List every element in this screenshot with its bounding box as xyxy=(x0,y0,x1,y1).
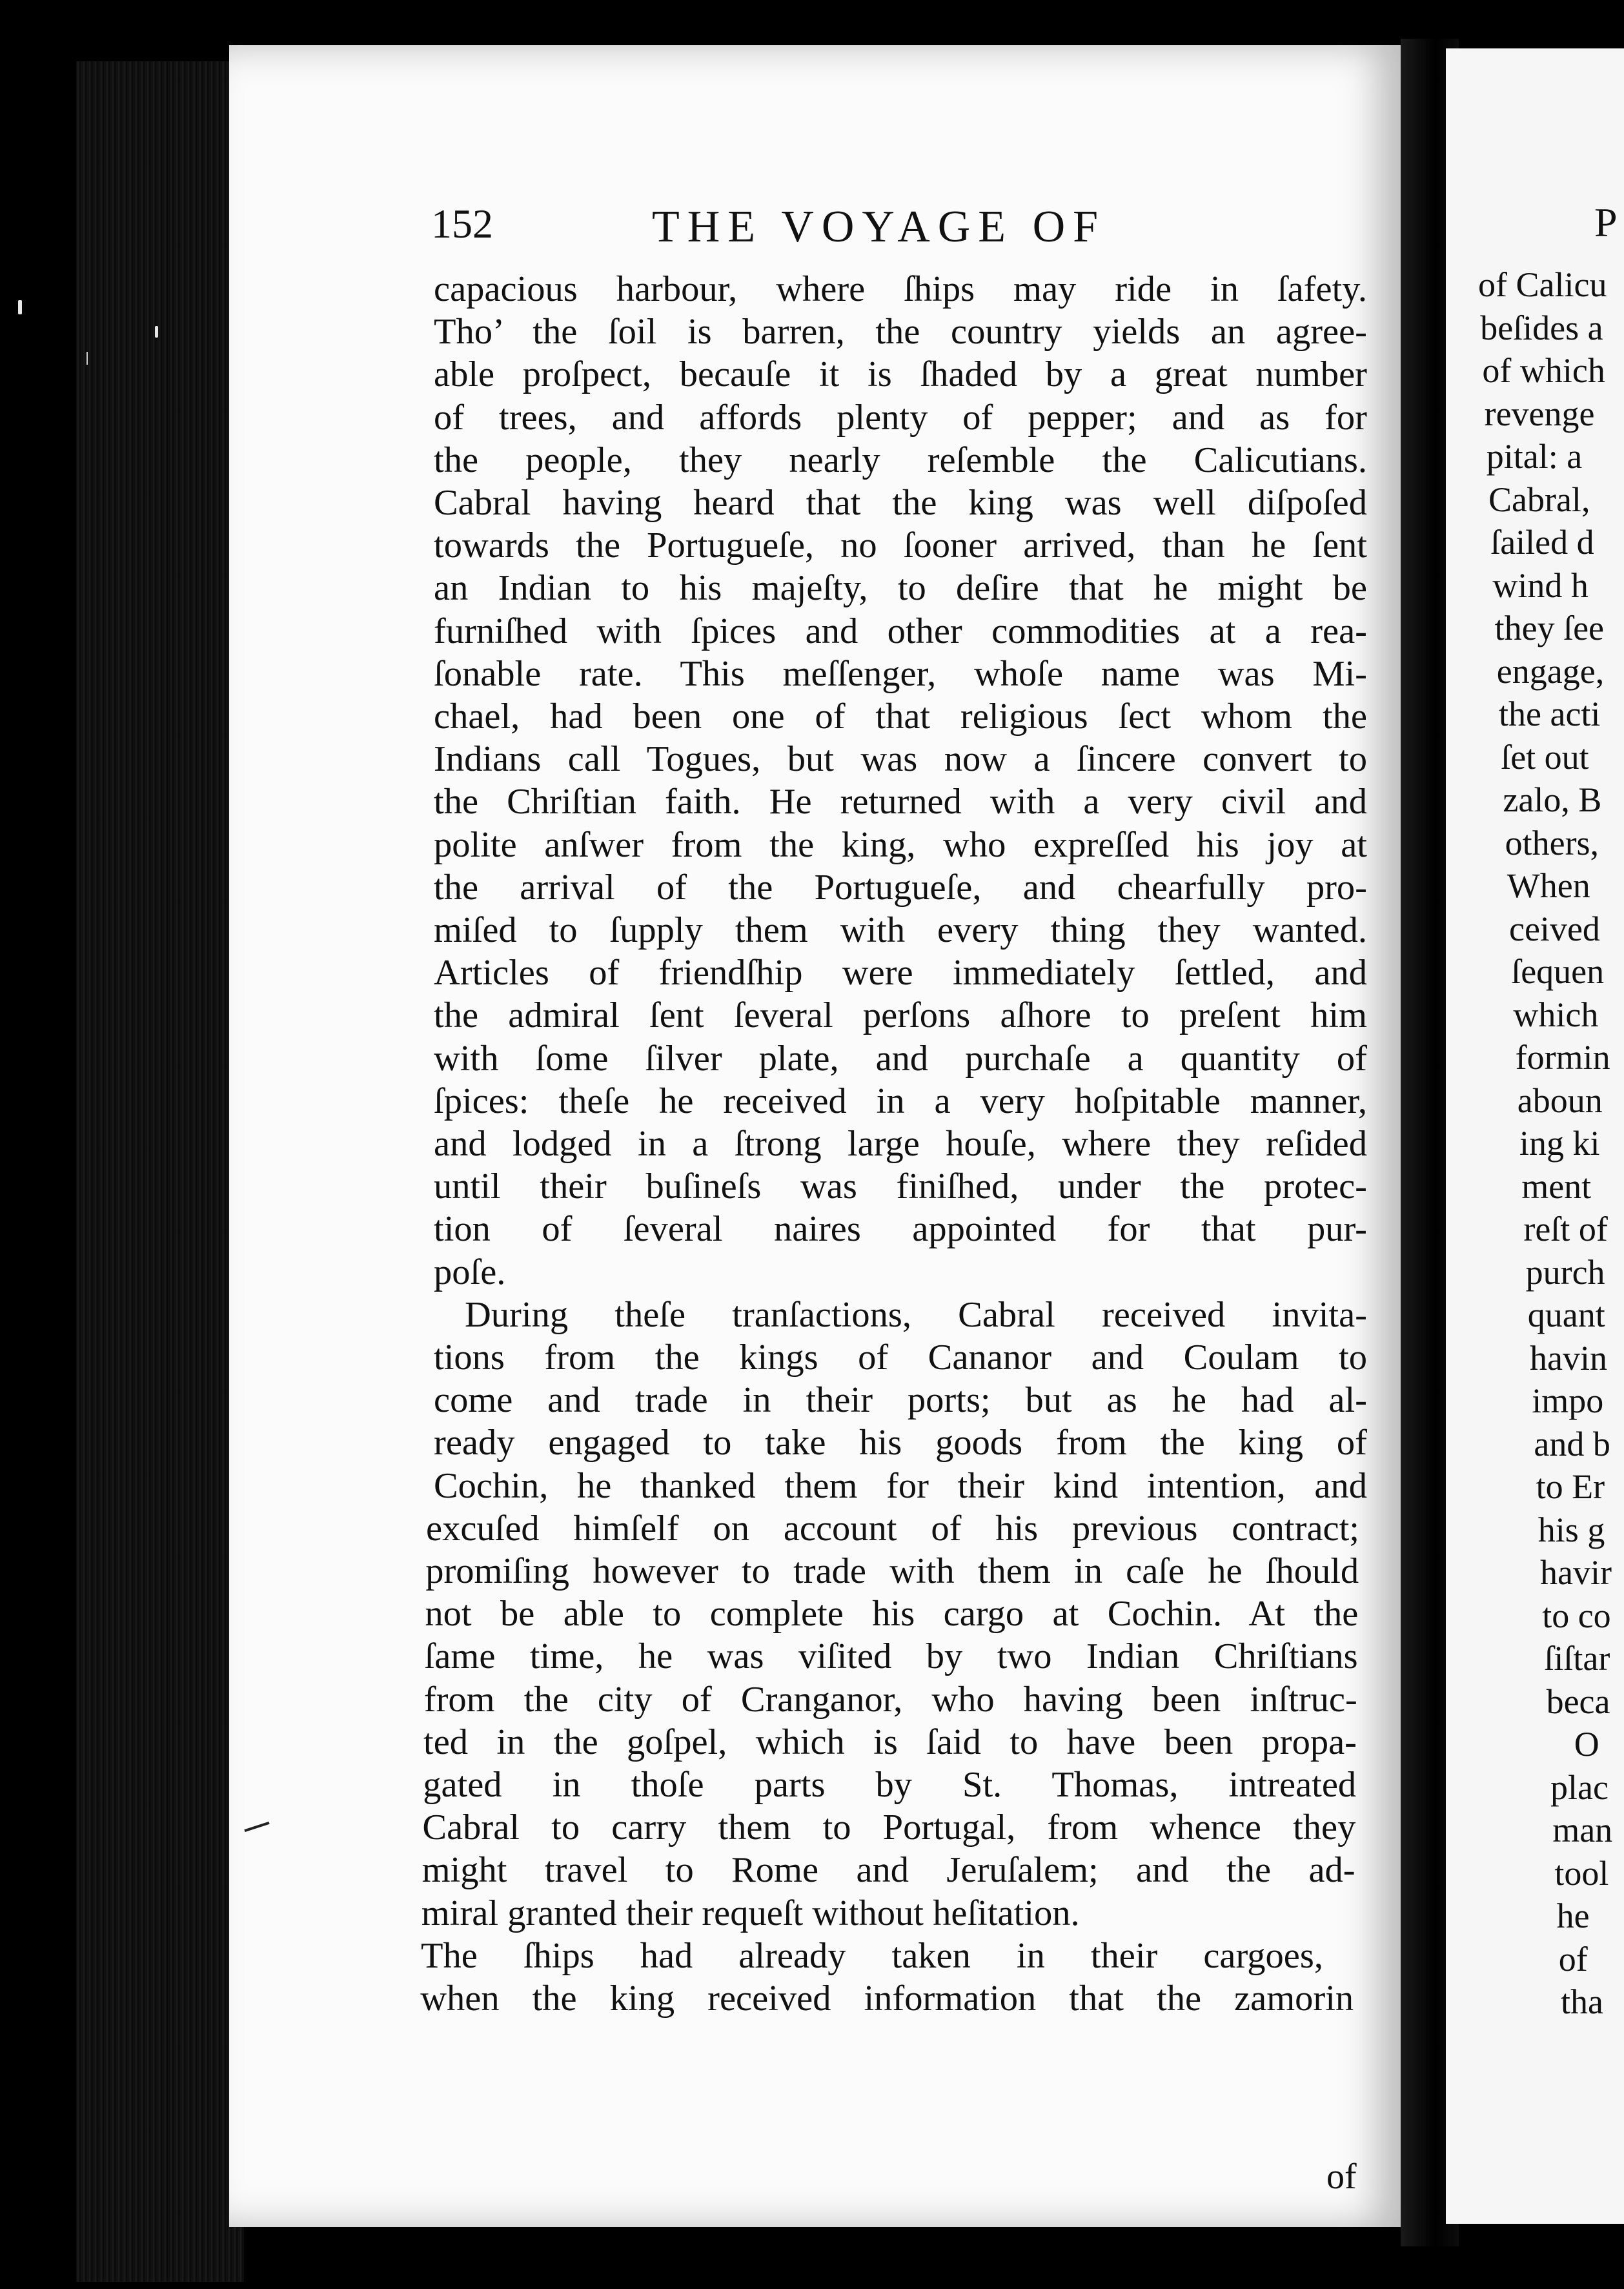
text-line: and lodged in a ſtrong large houſe, where they reſided xyxy=(434,1124,1367,1164)
right-text-line: reſt of xyxy=(1523,1210,1608,1248)
text-line: ſame time, he was viſited by two Indian Chriſtians xyxy=(424,1636,1358,1677)
text-line: Indians call Togues, but was now a ſincere convert to xyxy=(434,739,1367,780)
right-text-line: wind h xyxy=(1492,565,1588,605)
right-running-head: P xyxy=(1594,199,1620,245)
text-line: an Indian to his majeſty, to deſire that he might be xyxy=(434,568,1367,609)
text-line: ſpices: theſe he received in a very hoſpitable manner, xyxy=(434,1081,1367,1121)
right-text-line: of xyxy=(1558,1939,1588,1979)
right-text-line: ſet out xyxy=(1501,737,1589,777)
text-line: the people, they nearly reſemble the Calicutians. xyxy=(434,440,1367,480)
text-line: furniſhed with ſpices and other commodities at a rea- xyxy=(434,611,1367,651)
right-text-line: beſides a xyxy=(1480,308,1603,347)
text-line: excuſed himſelf on account of his previous contract; xyxy=(426,1508,1359,1549)
text-line: Cabral having heard that the king was well diſpoſed xyxy=(434,483,1367,523)
right-text-line: ſequen xyxy=(1511,952,1605,991)
right-text-line: plac xyxy=(1550,1767,1609,1807)
text-line: the Chriſtian faith. He returned with a very civil and xyxy=(434,782,1367,822)
right-text-line: of which xyxy=(1482,351,1605,390)
right-text-line: pital: a xyxy=(1486,437,1583,476)
running-head: THE VOYAGE OF xyxy=(652,202,1106,252)
right-text-line: ſiſtar xyxy=(1544,1639,1610,1678)
right-text-line: revenge xyxy=(1484,394,1595,433)
right-text-line: tha xyxy=(1561,1982,1603,2021)
right-text-line: man xyxy=(1552,1811,1613,1849)
text-line: ſonable rate. This meſſenger, whoſe name was Mi- xyxy=(434,653,1367,694)
right-text-line: ing ki xyxy=(1519,1124,1600,1163)
text-line: Cochin, he thanked them for their kind intention, and xyxy=(434,1465,1367,1506)
text-line: with ſome ſilver plate, and purchaſe a quantity of xyxy=(434,1038,1367,1079)
right-text-line: and b xyxy=(1534,1424,1610,1463)
text-line: Articles of friendſhip were immediately ſettled, and xyxy=(434,953,1367,993)
right-text-line: formin xyxy=(1515,1038,1610,1077)
right-text-line: ceived xyxy=(1509,909,1600,948)
text-line: capacious harbour, where ſhips may ride in ſafety. xyxy=(434,269,1367,309)
right-text-line: he xyxy=(1556,1897,1590,1935)
text-line: might travel to Rome and Jeruſalem; and the ad- xyxy=(421,1850,1355,1891)
right-text-line: ſailed d xyxy=(1490,523,1594,562)
scan-speck xyxy=(155,326,158,338)
right-text-line: to Er xyxy=(1536,1467,1605,1506)
right-text-line: ment xyxy=(1521,1166,1592,1206)
edge-streak xyxy=(86,352,88,365)
text-line: come and trade in their ports; but as he had al- xyxy=(434,1380,1367,1421)
text-line: of trees, and affords plenty of pepper; and as for xyxy=(434,397,1367,438)
text-line: Cabral to carry them to Portugal, from whence they xyxy=(422,1807,1356,1848)
text-line: During theſe tranſactions, Cabral received invita- xyxy=(465,1294,1367,1335)
text-line: tion of ſeveral naires appointed for that pur- xyxy=(434,1209,1367,1250)
right-text-line: aboun xyxy=(1517,1081,1603,1120)
scan-speck xyxy=(18,300,22,314)
catchword: of xyxy=(1326,2157,1357,2197)
right-text-line: O xyxy=(1574,1725,1599,1764)
text-line: towards the Portugueſe, no ſooner arrived, than he ſent xyxy=(434,525,1367,566)
right-text-line: they ſee xyxy=(1494,609,1605,647)
book-edge xyxy=(76,61,244,2282)
right-text-line: zalo, B xyxy=(1503,780,1602,819)
right-text-line: tool xyxy=(1554,1853,1609,1893)
text-line: poſe. xyxy=(434,1252,506,1292)
text-line: ready engaged to take his goods from the king of xyxy=(434,1423,1367,1463)
text-line: gated in thoſe parts by St. Thomas, intreated xyxy=(423,1765,1357,1805)
text-line: able proſpect, becauſe it is ſhaded by a great number xyxy=(434,354,1367,395)
text-line: The ſhips had already taken in their cargoes, xyxy=(421,1935,1323,1976)
text-line: tions from the kings of Cananor and Coulam to xyxy=(434,1338,1367,1378)
right-text-line: purch xyxy=(1525,1252,1605,1292)
text-line: polite anſwer from the king, who expreſſed his joy at xyxy=(434,824,1367,865)
text-line: when the king received information that the zamorin xyxy=(420,1979,1354,2019)
text-line: miſed to ſupply them with every thing they wanted. xyxy=(434,910,1367,950)
right-text-line: to co xyxy=(1542,1596,1611,1635)
right-text-line: havir xyxy=(1540,1553,1612,1592)
right-text-line: quant xyxy=(1527,1296,1605,1334)
right-text-line: beca xyxy=(1546,1682,1610,1721)
right-text-line: impo xyxy=(1532,1381,1604,1420)
right-text-line: Cabral, xyxy=(1488,480,1590,519)
right-text-line: havin xyxy=(1530,1338,1607,1378)
page-number: 152 xyxy=(431,201,493,247)
text-line: until their buſineſs was finiſhed, under the protec- xyxy=(434,1166,1367,1207)
right-text-line: the acti xyxy=(1499,695,1601,733)
text-line: Tho’ the ſoil is barren, the country yields an agree- xyxy=(434,312,1367,352)
right-text-line: others, xyxy=(1505,823,1599,862)
text-line: not be able to complete his cargo at Cochin. At the xyxy=(425,1594,1359,1634)
text-line: miral granted their requeſt without heſitation. xyxy=(421,1893,1080,1933)
text-line: from the city of Cranganor, who having been inſtruc- xyxy=(423,1679,1357,1720)
right-text-line: engage, xyxy=(1496,651,1605,691)
right-text-line: his g xyxy=(1538,1510,1605,1549)
text-line: promiſing however to trade with them in caſe he ſhould xyxy=(425,1551,1359,1591)
text-line: the admiral ſent ſeveral perſons aſhore to preſent him xyxy=(434,995,1367,1036)
right-text-line: of Calicu xyxy=(1478,265,1607,304)
text-line: chael, had been one of that religious ſect whom the xyxy=(434,697,1367,737)
right-text-line: When xyxy=(1507,866,1590,905)
right-text-line: which xyxy=(1513,995,1599,1034)
text-line: the arrival of the Portugueſe, and chearfully pro- xyxy=(434,867,1367,908)
text-line: ted in the goſpel, which is ſaid to have been propa- xyxy=(423,1722,1357,1762)
